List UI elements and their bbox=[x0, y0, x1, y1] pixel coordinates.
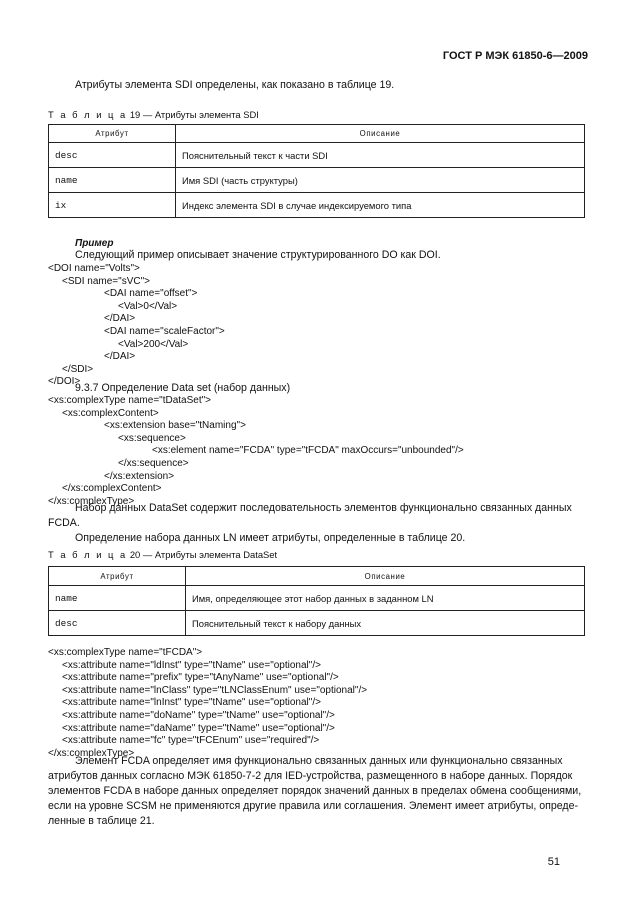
table19-cell-desc: Индекс элемента SDI в случае индексируемого типа bbox=[176, 193, 585, 218]
paragraph-fcda-line: ленные в таблице 21. bbox=[48, 815, 155, 827]
code-line: </DAI> bbox=[104, 313, 136, 325]
table-row bbox=[49, 193, 585, 218]
paragraph-fcda-line: Элемент FCDA определяет имя функционально связанных данных или функционально связанных bbox=[75, 755, 563, 767]
table20-cell-attr: desc bbox=[49, 611, 186, 636]
paragraph-dataset-2: Определение набора данных LN имеет атрибуты, определенные в таблице 20. bbox=[75, 532, 466, 544]
code-line: </DOI> bbox=[48, 376, 81, 388]
example-label: Пример bbox=[75, 238, 114, 249]
paragraph-dataset-1: Набор данных DataSet содержит последовательность элементов функционально связанных данных bbox=[75, 502, 572, 514]
table19-cell-attr: desc bbox=[49, 143, 176, 168]
document-header: ГОСТ Р МЭК 61850-6—2009 bbox=[442, 50, 588, 62]
table20-cell-desc: Имя, определяющее этот набор данных в заданном LN bbox=[186, 586, 585, 611]
table19-cell-attr: name bbox=[49, 168, 176, 193]
code-line: <xs:attribute name="lnInst" type="tName" use="optional"/> bbox=[62, 697, 321, 709]
table20-cell-desc: Пояснительный текст к набору данных bbox=[186, 611, 585, 636]
table20-caption-text: 20 — Атрибуты элемента DataSet bbox=[127, 549, 278, 560]
paragraph-fcda-line: атрибутов данных согласно МЭК 61850-7-2 для IED-устройства, размещенного в наборе данных. Порядок bbox=[48, 770, 573, 782]
code-line: </SDI> bbox=[62, 363, 94, 375]
table20-caption-prefix: Т а б л и ц а bbox=[48, 549, 128, 560]
table-row bbox=[49, 586, 585, 611]
code-line: </xs:sequence> bbox=[118, 458, 189, 469]
code-line: <xs:attribute name="doName" type="tName" use="optional"/> bbox=[62, 710, 335, 721]
code-line: <SDI name="sVC"> bbox=[62, 275, 150, 287]
table20-header-desc: Описание bbox=[186, 567, 585, 586]
table20-header-attr: Атрибут bbox=[49, 567, 186, 586]
code-line: <xs:complexType name="tDataSet"> bbox=[48, 395, 212, 406]
example-text: Следующий пример описывает значение структурированного DO как DOI. bbox=[75, 249, 441, 261]
code-line: <xs:sequence> bbox=[118, 432, 186, 444]
code-line: <Val>200</Val> bbox=[118, 338, 189, 350]
code-line: <xs:attribute name="lnClass" type="tLNClassEnum" use="optional"/> bbox=[62, 684, 368, 696]
table19-header-desc: Описание bbox=[176, 125, 585, 143]
code-line: <xs:complexType name="tFCDA"> bbox=[48, 647, 203, 658]
intro-paragraph: Атрибуты элемента SDI определены, как показано в таблице 19. bbox=[75, 79, 395, 91]
code-line: <DOI name="Volts"> bbox=[48, 263, 140, 274]
table19-cell-desc: Имя SDI (часть структуры) bbox=[176, 168, 585, 193]
code-line: <xs:attribute name="prefix" type="tAnyName" use="optional"/> bbox=[62, 672, 339, 684]
table19-caption-text: 19 — Атрибуты элемента SDI bbox=[127, 109, 259, 120]
table20-cell-attr: name bbox=[49, 586, 186, 611]
table-19 bbox=[48, 124, 585, 218]
code-line: </xs:complexType> bbox=[48, 495, 135, 507]
code-line: <xs:attribute name="ldInst" type="tName" use="optional"/> bbox=[62, 659, 321, 671]
paragraph-fcda-line: элементов FCDA в наборе данных определяет порядок значений данных в пределах обмена сообщениями, bbox=[48, 785, 582, 797]
page-number: 51 bbox=[547, 856, 560, 868]
table-20 bbox=[48, 566, 585, 636]
code-line: </DAI> bbox=[104, 351, 136, 363]
code-line: </xs:extension> bbox=[104, 470, 175, 482]
code-line: </xs:complexType> bbox=[48, 747, 135, 759]
code-line: <xs:attribute name="fc" type="tFCEnum" use="required"/> bbox=[62, 735, 320, 747]
table19-caption bbox=[48, 109, 259, 120]
code-line: <DAI name="offset"> bbox=[104, 288, 198, 300]
table19-caption-prefix: Т а б л и ц а bbox=[48, 109, 128, 120]
paragraph-dataset-1-cont: FCDA. bbox=[48, 517, 80, 529]
table-row bbox=[49, 143, 585, 168]
table19-cell-desc: Пояснительный текст к части SDI bbox=[176, 143, 585, 168]
table-row bbox=[49, 168, 585, 193]
section-title: 9.3.7 Определение Data set (набор данных) bbox=[75, 382, 291, 394]
paragraph-fcda-line: если на уровне SCSM не применяются другие правила или соглашения. Элемент имеет атрибуты, опреде- bbox=[48, 800, 579, 812]
code-line: <xs:extension base="tNaming"> bbox=[104, 420, 246, 432]
code-line: <DAI name="scaleFactor"> bbox=[104, 326, 225, 337]
table20-caption bbox=[48, 549, 277, 560]
code-line: </xs:complexContent> bbox=[62, 483, 162, 495]
table-row bbox=[49, 611, 585, 636]
code-line: <Val>0</Val> bbox=[118, 300, 178, 312]
code-line: <xs:element name="FCDA" type="tFCDA" maxOccurs="unbounded"/> bbox=[152, 445, 464, 457]
code-line: <xs:attribute name="daName" type="tName" use="optional"/> bbox=[62, 722, 335, 734]
table19-header-attr: Атрибут bbox=[49, 125, 176, 143]
code-line: <xs:complexContent> bbox=[62, 407, 159, 419]
table19-cell-attr: ix bbox=[49, 193, 176, 218]
